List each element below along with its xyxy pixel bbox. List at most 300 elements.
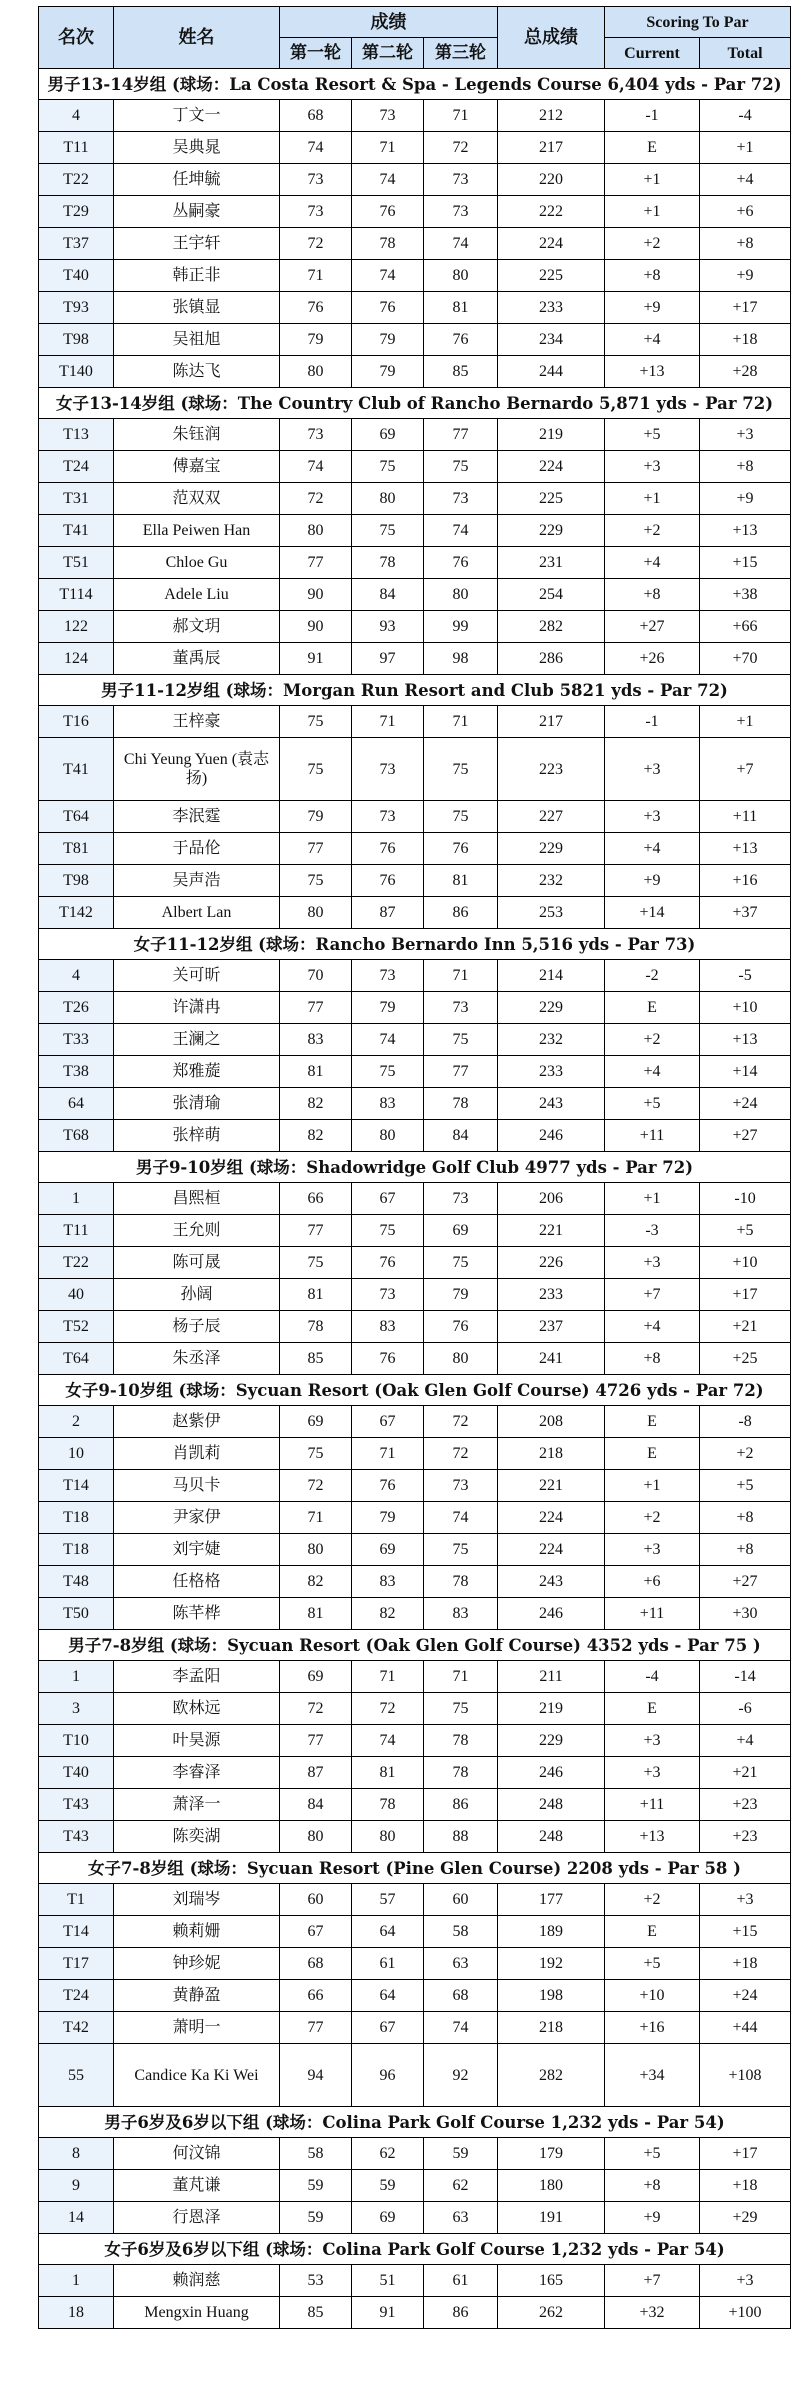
round-2-score-cell: 74 <box>352 260 424 292</box>
total-score-cell: 244 <box>498 356 605 388</box>
rank-cell: T14 <box>39 1916 114 1948</box>
total-score-cell: 218 <box>498 1438 605 1470</box>
round-3-score-cell: 74 <box>424 228 498 260</box>
round-2-score-cell: 73 <box>352 801 424 833</box>
total-to-par-cell: +3 <box>700 1884 791 1916</box>
current-to-par-cell: +3 <box>605 1725 700 1757</box>
table-row <box>39 419 791 451</box>
round-2-score-cell: 83 <box>352 1311 424 1343</box>
current-to-par-cell: +5 <box>605 419 700 451</box>
player-name-cell: Adele Liu <box>114 579 280 611</box>
current-to-par-cell: +4 <box>605 1311 700 1343</box>
current-to-par-cell: +14 <box>605 897 700 929</box>
round-1-score-cell: 59 <box>280 2202 352 2234</box>
round-2-score-cell: 69 <box>352 2202 424 2234</box>
current-to-par-cell: E <box>605 132 700 164</box>
total-score-cell: 212 <box>498 100 605 132</box>
round-1-score-cell: 82 <box>280 1120 352 1152</box>
player-name-cell: 丁文一 <box>114 100 280 132</box>
round-2-score-cell: 74 <box>352 1024 424 1056</box>
total-score-cell: 208 <box>498 1406 605 1438</box>
round-3-score-cell: 72 <box>424 1438 498 1470</box>
table-row <box>39 2202 791 2234</box>
rank-cell: T37 <box>39 228 114 260</box>
section-title: 女子6岁及6岁以下组 (球场：Colina Park Golf Course 1,232 yds - Par 54) <box>39 2234 791 2265</box>
total-score-cell: 226 <box>498 1247 605 1279</box>
total-to-par-cell: +44 <box>700 2012 791 2044</box>
rank-cell: T140 <box>39 356 114 388</box>
current-to-par-cell: +3 <box>605 1534 700 1566</box>
round-2-score-cell: 62 <box>352 2138 424 2170</box>
total-score-cell: 192 <box>498 1948 605 1980</box>
table-row <box>39 515 791 547</box>
round-1-score-cell: 83 <box>280 1024 352 1056</box>
round-2-score-cell: 80 <box>352 1120 424 1152</box>
current-to-par-cell: +7 <box>605 2265 700 2297</box>
player-name-cell: 张清瑜 <box>114 1088 280 1120</box>
rank-cell: 122 <box>39 611 114 643</box>
player-name-cell: 吴声浩 <box>114 865 280 897</box>
total-score-cell: 253 <box>498 897 605 929</box>
current-to-par-cell: +1 <box>605 1470 700 1502</box>
current-to-par-cell: +3 <box>605 801 700 833</box>
table-row <box>39 196 791 228</box>
round-2-score-cell: 57 <box>352 1884 424 1916</box>
round-2-score-cell: 93 <box>352 611 424 643</box>
round-2-score-cell: 84 <box>352 579 424 611</box>
round-3-score-cell: 75 <box>424 801 498 833</box>
round-3-score-cell: 92 <box>424 2044 498 2107</box>
total-to-par-cell: +108 <box>700 2044 791 2107</box>
table-row <box>39 833 791 865</box>
total-to-par-cell: +9 <box>700 260 791 292</box>
round-3-score-cell: 78 <box>424 1757 498 1789</box>
player-name-cell: Candice Ka Ki Wei <box>114 2044 280 2107</box>
table-row <box>39 738 791 801</box>
player-name-cell: Chi Yeung Yuen (袁志扬) <box>114 738 280 801</box>
round-3-score-cell: 71 <box>424 960 498 992</box>
round-1-score-cell: 60 <box>280 1884 352 1916</box>
round-3-score-cell: 73 <box>424 992 498 1024</box>
current-to-par-cell: +11 <box>605 1120 700 1152</box>
current-to-par-cell: +1 <box>605 483 700 515</box>
round-3-score-cell: 73 <box>424 1470 498 1502</box>
round-3-score-cell: 73 <box>424 196 498 228</box>
table-row <box>39 865 791 897</box>
rank-cell: 40 <box>39 1279 114 1311</box>
total-to-par-cell: +21 <box>700 1311 791 1343</box>
total-to-par-cell: +17 <box>700 1279 791 1311</box>
player-name-cell: 刘瑞岑 <box>114 1884 280 1916</box>
total-score-cell: 246 <box>498 1598 605 1630</box>
round-3-score-cell: 74 <box>424 2012 498 2044</box>
player-name-cell: 朱钰润 <box>114 419 280 451</box>
total-score-cell: 221 <box>498 1215 605 1247</box>
table-row <box>39 547 791 579</box>
round-3-score-cell: 68 <box>424 1980 498 2012</box>
player-name-cell: 丛嗣豪 <box>114 196 280 228</box>
rank-cell: T29 <box>39 196 114 228</box>
section-header-row <box>39 2234 791 2265</box>
total-to-par-cell: +17 <box>700 2138 791 2170</box>
table-row <box>39 992 791 1024</box>
total-to-par-cell: +5 <box>700 1470 791 1502</box>
round-1-score-cell: 77 <box>280 992 352 1024</box>
section-header-row <box>39 1853 791 1884</box>
round-1-score-cell: 81 <box>280 1598 352 1630</box>
round-1-score-cell: 59 <box>280 2170 352 2202</box>
total-to-par-cell: +38 <box>700 579 791 611</box>
total-score-cell: 224 <box>498 228 605 260</box>
rank-cell: T17 <box>39 1948 114 1980</box>
table-row <box>39 100 791 132</box>
round-3-score-cell: 63 <box>424 2202 498 2234</box>
round-3-score-cell: 81 <box>424 292 498 324</box>
total-to-par-cell: +100 <box>700 2297 791 2329</box>
current-to-par-cell: +16 <box>605 2012 700 2044</box>
rank-cell: T50 <box>39 1598 114 1630</box>
round-3-score-cell: 72 <box>424 132 498 164</box>
round-3-score-cell: 76 <box>424 833 498 865</box>
round-3-score-cell: 76 <box>424 547 498 579</box>
total-score-cell: 229 <box>498 833 605 865</box>
total-score-cell: 220 <box>498 164 605 196</box>
rank-cell: T24 <box>39 451 114 483</box>
current-to-par-cell: +4 <box>605 833 700 865</box>
total-score-cell: 229 <box>498 992 605 1024</box>
round-2-score-cell: 75 <box>352 1056 424 1088</box>
total-to-par-cell: +1 <box>700 132 791 164</box>
table-row <box>39 132 791 164</box>
rank-cell: T31 <box>39 483 114 515</box>
current-to-par-cell: +34 <box>605 2044 700 2107</box>
section-header-row <box>39 2107 791 2138</box>
total-score-cell: 229 <box>498 515 605 547</box>
section-header-row <box>39 1375 791 1406</box>
total-to-par-cell: -5 <box>700 960 791 992</box>
rank-cell: T13 <box>39 419 114 451</box>
round-3-score-cell: 75 <box>424 1534 498 1566</box>
table-row <box>39 324 791 356</box>
round-2-score-cell: 76 <box>352 1343 424 1375</box>
current-to-par-cell: +4 <box>605 547 700 579</box>
rank-cell: 10 <box>39 1438 114 1470</box>
player-name-cell: 陈达飞 <box>114 356 280 388</box>
total-score-cell: 229 <box>498 1725 605 1757</box>
total-score-cell: 241 <box>498 1343 605 1375</box>
rank-cell: T1 <box>39 1884 114 1916</box>
rank-cell: T41 <box>39 515 114 547</box>
table-header <box>39 7 791 69</box>
player-name-cell: Albert Lan <box>114 897 280 929</box>
rank-cell: T10 <box>39 1725 114 1757</box>
round-2-score-cell: 69 <box>352 1534 424 1566</box>
section-header-row <box>39 675 791 706</box>
round-2-score-cell: 76 <box>352 292 424 324</box>
round-3-score-cell: 73 <box>424 1183 498 1215</box>
round-1-score-cell: 80 <box>280 356 352 388</box>
player-name-cell: 赖莉姗 <box>114 1916 280 1948</box>
round-1-score-cell: 85 <box>280 1343 352 1375</box>
current-to-par-cell: +1 <box>605 196 700 228</box>
rank-cell: 8 <box>39 2138 114 2170</box>
header-scoring-to-par: Scoring To Par <box>605 7 791 38</box>
total-score-cell: 219 <box>498 1693 605 1725</box>
round-2-score-cell: 78 <box>352 547 424 579</box>
table-row <box>39 356 791 388</box>
round-1-score-cell: 66 <box>280 1183 352 1215</box>
total-to-par-cell: +24 <box>700 1088 791 1120</box>
total-score-cell: 231 <box>498 547 605 579</box>
round-1-score-cell: 70 <box>280 960 352 992</box>
player-name-cell: 黄静盈 <box>114 1980 280 2012</box>
player-name-cell: 李睿泽 <box>114 1757 280 1789</box>
current-to-par-cell: +8 <box>605 579 700 611</box>
total-score-cell: 211 <box>498 1661 605 1693</box>
table-row <box>39 643 791 675</box>
player-name-cell: 王宇轩 <box>114 228 280 260</box>
table-row <box>39 1088 791 1120</box>
section-title: 女子13-14岁组 (球场：The Country Club of Rancho Bernardo 5,871 yds - Par 72) <box>39 388 791 419</box>
total-to-par-cell: +27 <box>700 1566 791 1598</box>
current-to-par-cell: E <box>605 1916 700 1948</box>
round-1-score-cell: 76 <box>280 292 352 324</box>
round-1-score-cell: 77 <box>280 2012 352 2044</box>
rank-cell: 55 <box>39 2044 114 2107</box>
current-to-par-cell: E <box>605 1406 700 1438</box>
player-name-cell: 韩正非 <box>114 260 280 292</box>
player-name-cell: 刘宇婕 <box>114 1534 280 1566</box>
current-to-par-cell: +8 <box>605 1343 700 1375</box>
round-1-score-cell: 77 <box>280 1215 352 1247</box>
round-3-score-cell: 75 <box>424 1693 498 1725</box>
table-row <box>39 1406 791 1438</box>
results-table <box>38 6 791 2329</box>
round-1-score-cell: 68 <box>280 100 352 132</box>
player-name-cell: 许潇冉 <box>114 992 280 1024</box>
round-2-score-cell: 72 <box>352 1693 424 1725</box>
player-name-cell: 萧泽一 <box>114 1789 280 1821</box>
round-1-score-cell: 81 <box>280 1279 352 1311</box>
total-to-par-cell: +1 <box>700 706 791 738</box>
total-to-par-cell: +25 <box>700 1343 791 1375</box>
total-to-par-cell: +8 <box>700 1534 791 1566</box>
round-1-score-cell: 72 <box>280 1470 352 1502</box>
player-name-cell: 陈奕湖 <box>114 1821 280 1853</box>
current-to-par-cell: +6 <box>605 1566 700 1598</box>
current-to-par-cell: -4 <box>605 1661 700 1693</box>
round-2-score-cell: 82 <box>352 1598 424 1630</box>
total-score-cell: 180 <box>498 2170 605 2202</box>
player-name-cell: 董禹辰 <box>114 643 280 675</box>
round-1-score-cell: 72 <box>280 1693 352 1725</box>
round-3-score-cell: 78 <box>424 1566 498 1598</box>
round-1-score-cell: 80 <box>280 515 352 547</box>
current-to-par-cell: +7 <box>605 1279 700 1311</box>
round-3-score-cell: 88 <box>424 1821 498 1853</box>
round-3-score-cell: 98 <box>424 643 498 675</box>
rank-cell: T18 <box>39 1502 114 1534</box>
player-name-cell: 钟珍妮 <box>114 1948 280 1980</box>
round-1-score-cell: 72 <box>280 228 352 260</box>
total-to-par-cell: +14 <box>700 1056 791 1088</box>
header-total-score: 总成绩 <box>498 7 605 69</box>
player-name-cell: 于品伦 <box>114 833 280 865</box>
player-name-cell: 赵紫伊 <box>114 1406 280 1438</box>
total-score-cell: 198 <box>498 1980 605 2012</box>
round-1-score-cell: 81 <box>280 1056 352 1088</box>
round-3-score-cell: 80 <box>424 1343 498 1375</box>
current-to-par-cell: +3 <box>605 451 700 483</box>
round-1-score-cell: 68 <box>280 1948 352 1980</box>
rank-cell: T48 <box>39 1566 114 1598</box>
round-1-score-cell: 77 <box>280 833 352 865</box>
round-2-score-cell: 64 <box>352 1916 424 1948</box>
current-to-par-cell: +1 <box>605 1183 700 1215</box>
round-1-score-cell: 75 <box>280 706 352 738</box>
total-score-cell: 177 <box>498 1884 605 1916</box>
table-row <box>39 1980 791 2012</box>
round-3-score-cell: 78 <box>424 1725 498 1757</box>
table-row <box>39 579 791 611</box>
table-row <box>39 706 791 738</box>
round-2-score-cell: 76 <box>352 865 424 897</box>
table-row <box>39 1598 791 1630</box>
total-to-par-cell: +70 <box>700 643 791 675</box>
section-title: 女子7-8岁组 (球场：Sycuan Resort (Pine Glen Course) 2208 yds - Par 58 ) <box>39 1853 791 1884</box>
current-to-par-cell: +3 <box>605 1757 700 1789</box>
table-body <box>39 69 791 2329</box>
total-score-cell: 286 <box>498 643 605 675</box>
current-to-par-cell: +26 <box>605 643 700 675</box>
rank-cell: T68 <box>39 1120 114 1152</box>
round-1-score-cell: 75 <box>280 865 352 897</box>
round-2-score-cell: 75 <box>352 451 424 483</box>
player-name-cell: 吴典晁 <box>114 132 280 164</box>
rank-cell: T43 <box>39 1789 114 1821</box>
round-1-score-cell: 80 <box>280 1821 352 1853</box>
total-score-cell: 233 <box>498 1056 605 1088</box>
player-name-cell: 李孟阳 <box>114 1661 280 1693</box>
current-to-par-cell: +8 <box>605 260 700 292</box>
round-3-score-cell: 84 <box>424 1120 498 1152</box>
rank-cell: 18 <box>39 2297 114 2329</box>
round-2-score-cell: 96 <box>352 2044 424 2107</box>
table-row <box>39 1757 791 1789</box>
round-2-score-cell: 79 <box>352 324 424 356</box>
total-to-par-cell: +24 <box>700 1980 791 2012</box>
current-to-par-cell: +9 <box>605 292 700 324</box>
total-score-cell: 227 <box>498 801 605 833</box>
total-score-cell: 179 <box>498 2138 605 2170</box>
rank-cell: T18 <box>39 1534 114 1566</box>
table-row <box>39 1916 791 1948</box>
section-title: 女子9-10岁组 (球场：Sycuan Resort (Oak Glen Golf Course) 4726 yds - Par 72) <box>39 1375 791 1406</box>
player-name-cell: 郑雅蔙 <box>114 1056 280 1088</box>
total-score-cell: 248 <box>498 1789 605 1821</box>
round-3-score-cell: 86 <box>424 897 498 929</box>
table-row <box>39 897 791 929</box>
total-score-cell: 214 <box>498 960 605 992</box>
current-to-par-cell: +5 <box>605 1948 700 1980</box>
round-1-score-cell: 53 <box>280 2265 352 2297</box>
total-to-par-cell: +10 <box>700 992 791 1024</box>
player-name-cell: 朱丞泽 <box>114 1343 280 1375</box>
section-header-row <box>39 69 791 100</box>
round-1-score-cell: 73 <box>280 164 352 196</box>
round-1-score-cell: 66 <box>280 1980 352 2012</box>
current-to-par-cell: E <box>605 1438 700 1470</box>
round-2-score-cell: 80 <box>352 1821 424 1853</box>
round-2-score-cell: 79 <box>352 356 424 388</box>
player-name-cell: 马贝卡 <box>114 1470 280 1502</box>
current-to-par-cell: +2 <box>605 515 700 547</box>
total-score-cell: 219 <box>498 419 605 451</box>
rank-cell: T114 <box>39 579 114 611</box>
total-to-par-cell: +8 <box>700 228 791 260</box>
total-score-cell: 243 <box>498 1088 605 1120</box>
player-name-cell: 陈芊桦 <box>114 1598 280 1630</box>
rank-cell: T22 <box>39 1247 114 1279</box>
round-2-score-cell: 75 <box>352 515 424 547</box>
player-name-cell: 肖凯莉 <box>114 1438 280 1470</box>
round-1-score-cell: 82 <box>280 1088 352 1120</box>
total-score-cell: 218 <box>498 2012 605 2044</box>
total-score-cell: 223 <box>498 738 605 801</box>
table-row <box>39 2044 791 2107</box>
table-row <box>39 451 791 483</box>
section-title: 男子6岁及6岁以下组 (球场：Colina Park Golf Course 1,232 yds - Par 54) <box>39 2107 791 2138</box>
total-to-par-cell: +18 <box>700 324 791 356</box>
round-3-score-cell: 80 <box>424 579 498 611</box>
table-row <box>39 2012 791 2044</box>
section-title: 男子9-10岁组 (球场：Shadowridge Golf Club 4977 yds - Par 72) <box>39 1152 791 1183</box>
total-score-cell: 225 <box>498 260 605 292</box>
section-header-row <box>39 1630 791 1661</box>
current-to-par-cell: +4 <box>605 324 700 356</box>
table-row <box>39 292 791 324</box>
player-name-cell: Ella Peiwen Han <box>114 515 280 547</box>
round-3-score-cell: 72 <box>424 1406 498 1438</box>
total-score-cell: 234 <box>498 324 605 356</box>
table-row <box>39 2138 791 2170</box>
round-1-score-cell: 74 <box>280 132 352 164</box>
round-2-score-cell: 78 <box>352 228 424 260</box>
round-3-score-cell: 75 <box>424 1024 498 1056</box>
total-score-cell: 232 <box>498 1024 605 1056</box>
current-to-par-cell: +5 <box>605 1088 700 1120</box>
player-name-cell: 尹家伊 <box>114 1502 280 1534</box>
rank-cell: T81 <box>39 833 114 865</box>
header-round-1: 第一轮 <box>280 38 352 69</box>
total-to-par-cell: +27 <box>700 1120 791 1152</box>
total-score-cell: 224 <box>498 1502 605 1534</box>
table-row <box>39 1438 791 1470</box>
table-row <box>39 611 791 643</box>
rank-cell: 1 <box>39 2265 114 2297</box>
player-name-cell: 王澜之 <box>114 1024 280 1056</box>
round-2-score-cell: 75 <box>352 1215 424 1247</box>
rank-cell: T142 <box>39 897 114 929</box>
total-score-cell: 237 <box>498 1311 605 1343</box>
total-to-par-cell: +17 <box>700 292 791 324</box>
total-score-cell: 206 <box>498 1183 605 1215</box>
round-3-score-cell: 77 <box>424 419 498 451</box>
rank-cell: 124 <box>39 643 114 675</box>
header-round-3: 第三轮 <box>424 38 498 69</box>
table-row <box>39 1948 791 1980</box>
round-3-score-cell: 76 <box>424 324 498 356</box>
